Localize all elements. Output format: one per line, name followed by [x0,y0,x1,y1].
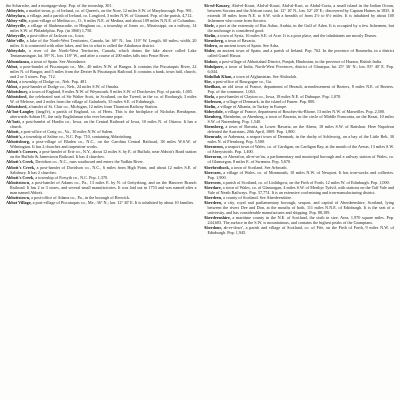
entry-text: the Scharsche, and a mortgage-shop. Pop. of the township, 301. [6,3,113,8]
entry-text: a post-office of Bourgogne co., Ga. [212,78,272,84]
entry-headword: Abbot Village, [6,199,32,205]
entry-headword: Abbeydole, [6,48,27,54]
gazetteer-entry [204,84,395,94]
gazetteer-entry [6,109,197,119]
entry-text: a post-hamlet of Clayton co., Iowa, 18 miles N.E. of Dubuque. Pop. 1,070. [216,93,342,99]
gazetteer-entry [6,23,197,33]
entry-text: a post-office of Adams co., Pa., in the borough of Berwick. [31,194,131,200]
entry-text: a township of Dodge co., Neb. Pop. 481. [19,78,88,84]
right-column [204,3,395,398]
gazetteer-entry [6,48,197,58]
entry-headword: Aberdeenshire, [203,214,231,220]
gazetteer-entry [204,215,395,225]
entry-headword: Abenberg, [203,114,223,120]
gazetteer-entry [204,23,395,33]
entry-headword: Aberdour, [203,225,222,231]
entry-text: the celebrated seat of Sir Walter Scott, in Scotland, on the Tweed, in the co. of Roxburgh, 3 miles W. of Melrose, and 2 miles from the village of Galashiels, 35 miles S.E. of Edinburgh. [10,93,197,104]
entry-text: a town of Bavaria, in Lower Bavaria, on the Abens, 18 miles S.W. of Ratisbon. Here Napoleon defeated the Austrians, 20th April, 1809. Pop. 1,800. [207,124,394,135]
entry-headword: Abbotsbury, [6,88,29,94]
entry-headword: Abbottstown, [6,194,31,200]
entry-headword: Aberdeen, [203,199,222,205]
gazetteer-entry [6,149,197,159]
entry-headword: Abbot, [6,83,19,89]
entry-headword: Abbe'ville, [6,38,26,44]
entry-headword: Abelin, [203,33,217,39]
entry-headword: Abbotsford, [6,93,28,99]
entry-text: an ancient town of Spain. See Adra. [219,43,280,49]
entry-text: a post-office of Craig co., Va., 10 miles N.W. of Salem. [20,129,114,135]
entry-text: a city, royal and parliamentary borough, seaport, and capital of Aberdeenshire, Scotland, lying between the rivers Dee and Don, at the mouths of both, 111 miles N.N.E. of Edinburgh. It is the seat of a university, and has considerable manufactures and shipping. Pop. 88,189. [207,199,394,215]
entry-headword: Aberdare, [203,184,222,190]
entry-headword: Abenrade, [203,134,223,140]
entry-text: a village of Wales, co. of Monmouth, 10 miles N.W. of Newport. It has iron-works and collieries. Pop. 1,900. [207,169,394,180]
gazetteer-entry [204,3,395,23]
entry-text: a village of Shubenacadie, or Hingham co., a township of Jones co., Mississippi, on a railway, 14 miles S.W. of Philadelphia. Pop. (in 1860) 1,750. [10,23,197,34]
entry-text: a market-town, p. of Ireland, co. of Queen's, on the Nore, 12 miles S.W. of Maryborough. Pop. 991. [26,8,193,14]
entry-text: a post-hamlet of Adams co., Pa., 13 miles E. by N. of Gettysburg, and on the Hanover Branch Railroad. It has 2 or 3 stores, and several small manufactories. It was laid out in 1753 and was named after a man named Abbott. [10,179,197,195]
entry-headword: Abbott's Creek, [6,159,35,165]
gazetteer-entry [6,64,197,79]
entry-headword: Abbot, [6,78,19,84]
entry-headword: Abdullah Khan, [203,73,233,79]
entry-text: a parish of Scotland, co. of Linlithgow, on the Firth of Forth, 12 miles W. of Edinburgh. Pop. 1,000. [222,179,390,185]
entry-headword: Aberavon, [203,154,223,160]
entry-headword: Abercorn, [203,179,222,185]
gazetteer-entry [204,114,395,124]
gazetteer-entry [204,225,395,235]
entry-text: a town of Wales, co. of Glamorgan, 4 miles S.W. of Merthyr Tydvil, with stations on the Taff Vale and Vale of Neath Railways. Pop. 37,774. It is an extensive coal-mining and iron-manufacturing district. [207,184,394,195]
entry-headword: Ab'bot-Langley [6,108,35,114]
gazetteer-entry [204,200,395,215]
entry-text: a post-village of Piscataquis co., Me., 36° N.; lon. 12° 30' E. It is inhabited by about 10 families. [32,199,195,205]
entry-text: a town of Spain. See Abondance. [30,58,87,64]
entry-text: a post-hamlet of Erie co., N.Y., about 12 miles S. by E. of Buffalo, near Abbott's Road station on the Buffalo & Jamestown Railroad. It has 4 churches. [10,149,197,160]
entry-text: a seaport town of Wales, co. of Cardigan, on Cardigan Bay, at the mouth of the Aeron, 13 miles S.W. of Aberystwith. Pop. 1,400. [207,144,394,155]
entry-headword: Abdera, [203,43,219,49]
entry-headword: Abensberg, [203,124,224,130]
gazetteer-entry [204,124,395,134]
entry-headword: Abbottstown, [6,179,31,185]
entry-headword: Abbeydole, [203,108,224,114]
entry-headword: Abe, [203,78,212,84]
entry-headword: Abdoor, [203,58,218,64]
entry-text: a town of India, North-West Provinces, district of Ghazipur, lat. 25° 36' N.; lon. 83° 40' E. Pop. 6,044. [207,63,394,74]
gazetteer-entry [6,200,197,205]
entry-headword: Abbott's Creek, [6,174,35,180]
entry-headword: Abbotsford, [6,103,28,109]
entry-text: a post-hamlet of Hardin co., Iowa, on the Central Railroad of Iowa, 10 miles N. of Ottawa. It has a church. [10,119,197,130]
gazetteer-entry [204,185,395,195]
entry-headword: Abbeyville, [6,23,27,29]
entry-text: a lake of the North-West Territories, Canada, lat. 60° N., lon. 110° W. Length, 60 miles; width, 20 miles. It is connected with other lakes, and lies in what is called the Athabasca district. [10,38,197,49]
entry-headword: Abder, [203,48,216,54]
gazetteer-entry [204,48,395,58]
entry-text: a maritime county in the N.E. of Scotland, the sixth in size. Area, 1,970 square miles. Pop. 244,603. The surface in the S.W. is mountainous, and contains the highest peaks of the Grampians. [207,214,394,226]
entry-text: a township of Saline co., N.C. Pop. 710, containing Abbottsburg. [23,134,133,140]
entry-headword: Abbeyville, [6,33,27,39]
entry-headword: Ab-ed-Kouary, [203,3,231,8]
entry-text: a town of Bavaria. [224,38,256,44]
entry-headword: Abbott's Corners, [6,149,39,155]
entry-headword: Abbott's Creek, [6,164,35,170]
entry-headword: Abbondanza, [6,58,30,64]
entry-headword: Abdulpore, [203,63,224,69]
entry-text: a post-hamlet of Davidson co., N.C., 6 miles from High Point, and about 12 miles S.E. of Salisbury. It has 2 churches. [10,164,197,175]
entry-text: or Aberafon, ab-er-av'on, a parliamentary and municipal borough and a railway station of Wales, co. of Glamorgan, 8 miles E. of Swansea. Pop. 5,670. [207,154,394,165]
entry-text: a river of the North-West Territories, Canada, which drains the lake above called Lake Tentamaningue, lat. 59° N., lon. 118° W., and after a course of 200 miles falls into Peace River. [10,48,197,59]
entry-text: a post-hamlet of Piscataquis co., Me., 40 miles N.W. of Bangor. It contains the Piscataquis River, 22 miles N. of Bangor, and 5 miles from the Dexter & Piscataquis Railroad. It contains a bank, town hall, church, and 2 or 3 stores. Pop. 712. [10,63,197,79]
entry-headword: Aberbrothock, [203,164,230,170]
entry-text: a post-village of Abbottabad District, Punjab, Hindostan, in the province of Hazara, British India. [218,58,382,64]
gazetteer-entry [204,64,395,74]
gazetteer-entry [6,119,197,129]
entry-text: a post-village of Medina co., O., 6 miles N.E. of Medina, and about 109 miles N.N.E. of Columbus. [28,18,196,24]
entry-headword: Abbot, [6,63,19,69]
entry-headword: Abbeyleix, [6,8,25,14]
entry-headword: Abensberg, [203,38,224,44]
entry-text: a village of France, department of Bouches-du-Rhone, 13 miles N.W. of Marseilles. Pop. 2,500. [224,108,386,114]
left-column [6,3,197,398]
entry-headword: Aberdeen, [203,194,222,200]
entry-text: a village of Denmark, in the island of Funen. Pop. 800. [223,98,316,104]
entry-headword: Abbeylara, [6,13,26,19]
entry-text: Abd-el-Kouri, Abd-al-Kouri, Abd-al-Kuri, or Abdul-Curia, a small island in the Indian Ocean, between Socotra and the African coast, lat. 12° 10' N., lon. 52° 20' E.; discovered by Captain Haines in 1835. It extends 18 miles from N.E. to S.W. with a breadth of from 2½ to 6½ miles. It is inhabited by about 100 fishermen who come from Socotra. [207,3,394,24]
entry-text: (langl'e), a parish of England, co. of Herts. This is the birthplace of Nicholas Breakspear, afterwards Adrian IV., the only Englishman who ever became pope. [10,108,197,120]
entry-text: a town of Afghanistan. See Abdoolah. [233,73,298,79]
gazetteer-entry [204,170,395,180]
entry-headword: Abelessen, [203,98,223,104]
entry-text: a post-hamlet of Dodge co., Neb., 24 miles S.W. of Omaha. [19,83,120,89]
gazetteer-entry [6,139,197,149]
entry-text: a town of England, 8 miles N.W. of Weymouth, 8 miles S.W. of Dorchester. Pop. of parish, 1,005. [29,88,194,94]
entry-text: a hamlet of St. Clair co., Michigan, 12 miles from Thornton Railway Station. [28,103,158,109]
entry-text: an ancient town of Spain, and a parish of Ireland. Pop. 762. In the province of Roumelia, in a district called Guzel Hissar. [207,48,394,59]
entry-headword: Ab'bott, [6,119,21,125]
entry-text: a post-village of Bladen co., N.C., on the Carolina Central Railroad, 38 miles W.S.W. of Wilmington. It has 2 churches and turpentine works. [10,139,197,150]
entry-text: Ebenheim, or Abenberg, a town of Bavaria, in the circle of Middle Franconia, on the Rezat, 10 miles S.W. of Nuremberg. Pop. 1,540. [207,114,394,125]
gazetteer-entry [6,165,197,175]
entry-text: or Aabenraa, a seaport town of Denmark, in the duchy of Schleswig, on a bay of the Little Belt, 30 miles N. of Flensborg. Pop. 5,500. [207,134,394,145]
entry-headword: Aberaeron, [203,144,224,150]
entry-headword: Abeilhan, [203,83,221,89]
entry-text: a county of Scotland. See Aberdeenshire. [223,194,293,200]
entry-text: a town of Scotland. See Arbroath. [230,164,288,170]
entry-text: a port at the extremity of Ras Ashur, Arabia, in the Gulf of Aden. It is occupied by a few fishermen, but the anchorage is considered good. [207,23,394,34]
gazetteer-entry [6,94,197,104]
entry-text: a village, and a parish of Ireland, co. Longford, 3 miles N.W. of Granard. Pop. of the parish, 4,712. [26,13,193,19]
entry-headword: Abercarn, [203,169,222,175]
entry-headword: Abela, [203,93,216,99]
gazetteer-entry [204,154,395,164]
entry-headword: Abele, [203,23,215,29]
entry-text: a township of Forsyth co., N.C. Pop. 1,370. [35,174,109,180]
gazetteer-entry [6,38,197,48]
gazetteer-entry [204,144,395,154]
gazetteer-entry [204,134,395,144]
entry-text: a town of Syria, 16 miles S.E. of Acre. It is a poor place, and the inhabitants are mostly Druses. [217,33,378,39]
entry-headword: Abbott, [6,129,20,135]
entry-headword: Abbey-ville, [6,18,28,24]
entry-text: a village of Albania, in Turkey in Europe. [217,103,288,109]
entry-text: Davidson co., N.C., runs southward and enters the Yadkin River. [35,159,144,165]
gazetteer-entry [6,180,197,195]
entry-text: ab-er-dowr', a parish and village of Scotland, co. of Fife, on the Firth of Forth, 9 miles N.W. of Edinburgh. Pop. 1,945. [207,225,394,236]
entry-text: an old town of France, department of Herault, arrondissement of Beziers, 8 miles N.E. of Beziers. Pop. of the commune, 1,063. [207,83,394,94]
entry-text: a post-office of Jackson co., Iowa. [27,33,85,39]
entry-headword: Abbottsburg, [6,139,30,145]
entry-headword: Abelin, [203,103,217,109]
entry-headword: Abbott's, [6,134,23,140]
